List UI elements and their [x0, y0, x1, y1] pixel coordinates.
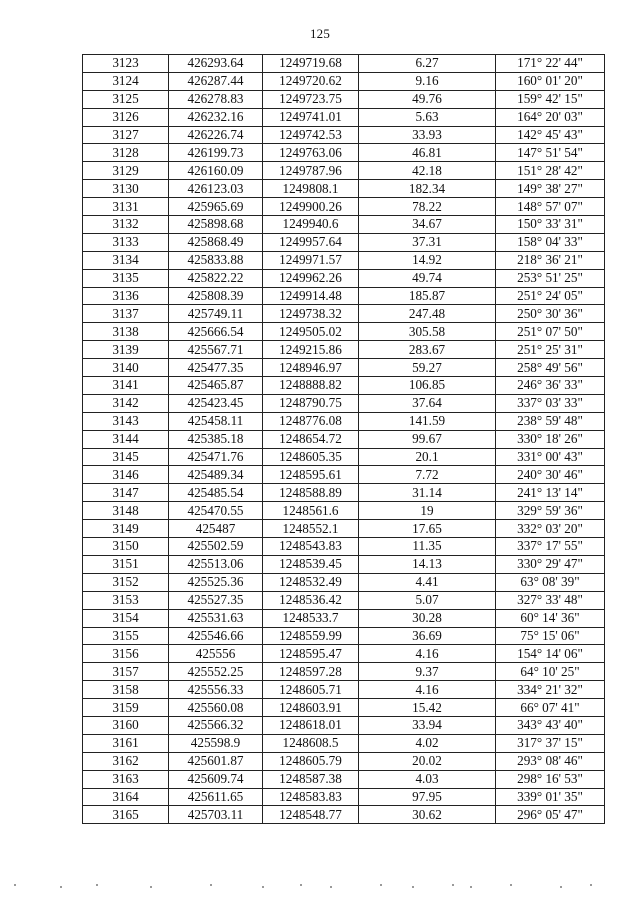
point-number-cell: 3133 [83, 233, 169, 251]
y-coordinate-cell: 1248561.6 [263, 502, 359, 520]
scan-speck [452, 884, 454, 886]
y-coordinate-cell: 1248776.08 [263, 412, 359, 430]
distance-cell: 20.02 [359, 752, 496, 770]
point-number-cell: 3157 [83, 663, 169, 681]
bearing-cell: 317° 37' 15" [496, 734, 605, 752]
bearing-cell: 218° 36' 21" [496, 251, 605, 269]
bearing-cell: 64° 10' 25" [496, 663, 605, 681]
x-coordinate-cell: 425808.39 [169, 287, 263, 305]
scan-noise [0, 884, 640, 892]
y-coordinate-cell: 1249787.96 [263, 162, 359, 180]
y-coordinate-cell: 1248654.72 [263, 430, 359, 448]
bearing-cell: 147° 51' 54" [496, 144, 605, 162]
distance-cell: 17.65 [359, 520, 496, 538]
point-number-cell: 3125 [83, 90, 169, 108]
distance-cell: 4.41 [359, 573, 496, 591]
point-number-cell: 3154 [83, 609, 169, 627]
y-coordinate-cell: 1249940.6 [263, 216, 359, 234]
point-number-cell: 3146 [83, 466, 169, 484]
distance-cell: 9.37 [359, 663, 496, 681]
point-number-cell: 3136 [83, 287, 169, 305]
x-coordinate-cell: 425556 [169, 645, 263, 663]
bearing-cell: 339° 01' 35" [496, 788, 605, 806]
table-row [83, 251, 605, 269]
point-number-cell: 3162 [83, 752, 169, 770]
bearing-cell: 63° 08' 39" [496, 573, 605, 591]
bearing-cell: 154° 14' 06" [496, 645, 605, 663]
distance-cell: 30.28 [359, 609, 496, 627]
bearing-cell: 66° 07' 41" [496, 699, 605, 717]
scan-speck [330, 886, 332, 888]
distance-cell: 15.42 [359, 699, 496, 717]
distance-cell: 4.02 [359, 734, 496, 752]
table-row [83, 448, 605, 466]
scan-speck [380, 884, 382, 886]
y-coordinate-cell: 1248946.97 [263, 359, 359, 377]
y-coordinate-cell: 1249914.48 [263, 287, 359, 305]
bearing-cell: 334° 21' 32" [496, 681, 605, 699]
x-coordinate-cell: 426232.16 [169, 108, 263, 126]
bearing-cell: 251° 24' 05" [496, 287, 605, 305]
x-coordinate-cell: 425566.32 [169, 716, 263, 734]
x-coordinate-cell: 425465.87 [169, 377, 263, 395]
point-number-cell: 3143 [83, 412, 169, 430]
y-coordinate-cell: 1248888.82 [263, 377, 359, 395]
bearing-cell: 329° 59' 36" [496, 502, 605, 520]
y-coordinate-cell: 1248790.75 [263, 394, 359, 412]
distance-cell: 36.69 [359, 627, 496, 645]
x-coordinate-cell: 426199.73 [169, 144, 263, 162]
y-coordinate-cell: 1248605.71 [263, 681, 359, 699]
scan-speck [590, 884, 592, 886]
bearing-cell: 293° 08' 46" [496, 752, 605, 770]
point-number-cell: 3165 [83, 806, 169, 824]
table-row [83, 305, 605, 323]
point-number-cell: 3132 [83, 216, 169, 234]
x-coordinate-cell: 425601.87 [169, 752, 263, 770]
bearing-cell: 148° 57' 07" [496, 198, 605, 216]
distance-cell: 31.14 [359, 484, 496, 502]
x-coordinate-cell: 425471.76 [169, 448, 263, 466]
table-row [83, 716, 605, 734]
y-coordinate-cell: 1248595.47 [263, 645, 359, 663]
table-row [83, 645, 605, 663]
y-coordinate-cell: 1249900.26 [263, 198, 359, 216]
table-row [83, 538, 605, 556]
table-row [83, 520, 605, 538]
x-coordinate-cell: 425502.59 [169, 538, 263, 556]
distance-cell: 4.03 [359, 770, 496, 788]
y-coordinate-cell: 1249957.64 [263, 233, 359, 251]
point-number-cell: 3145 [83, 448, 169, 466]
distance-cell: 7.72 [359, 466, 496, 484]
x-coordinate-cell: 425546.66 [169, 627, 263, 645]
y-coordinate-cell: 1248533.7 [263, 609, 359, 627]
x-coordinate-cell: 425609.74 [169, 770, 263, 788]
table-row [83, 681, 605, 699]
y-coordinate-cell: 1248603.91 [263, 699, 359, 717]
bearing-cell: 330° 29' 47" [496, 555, 605, 573]
y-coordinate-cell: 1248552.1 [263, 520, 359, 538]
table-row [83, 430, 605, 448]
x-coordinate-cell: 425598.9 [169, 734, 263, 752]
point-number-cell: 3147 [83, 484, 169, 502]
bearing-cell: 238° 59' 48" [496, 412, 605, 430]
y-coordinate-cell: 1248548.77 [263, 806, 359, 824]
x-coordinate-cell: 425458.11 [169, 412, 263, 430]
x-coordinate-cell: 425385.18 [169, 430, 263, 448]
coordinates-table [82, 54, 605, 824]
scan-speck [14, 884, 16, 886]
x-coordinate-cell: 425749.11 [169, 305, 263, 323]
bearing-cell: 250° 30' 36" [496, 305, 605, 323]
table-row [83, 359, 605, 377]
table-row [83, 663, 605, 681]
distance-cell: 99.67 [359, 430, 496, 448]
x-coordinate-cell: 425470.55 [169, 502, 263, 520]
x-coordinate-cell: 425965.69 [169, 198, 263, 216]
bearing-cell: 330° 18' 26" [496, 430, 605, 448]
x-coordinate-cell: 425489.34 [169, 466, 263, 484]
y-coordinate-cell: 1248605.79 [263, 752, 359, 770]
x-coordinate-cell: 426287.44 [169, 72, 263, 90]
distance-cell: 49.76 [359, 90, 496, 108]
point-number-cell: 3142 [83, 394, 169, 412]
x-coordinate-cell: 425666.54 [169, 323, 263, 341]
distance-cell: 14.13 [359, 555, 496, 573]
table-row [83, 72, 605, 90]
table-row [83, 341, 605, 359]
table-row [83, 699, 605, 717]
table-row [83, 323, 605, 341]
distance-cell: 5.07 [359, 591, 496, 609]
x-coordinate-cell: 425567.71 [169, 341, 263, 359]
distance-cell: 5.63 [359, 108, 496, 126]
scan-speck [510, 884, 512, 886]
y-coordinate-cell: 1249741.01 [263, 108, 359, 126]
y-coordinate-cell: 1249971.57 [263, 251, 359, 269]
bearing-cell: 337° 03' 33" [496, 394, 605, 412]
point-number-cell: 3151 [83, 555, 169, 573]
distance-cell: 49.74 [359, 269, 496, 287]
point-number-cell: 3159 [83, 699, 169, 717]
x-coordinate-cell: 426160.09 [169, 162, 263, 180]
point-number-cell: 3129 [83, 162, 169, 180]
bearing-cell: 159° 42' 15" [496, 90, 605, 108]
bearing-cell: 296° 05' 47" [496, 806, 605, 824]
y-coordinate-cell: 1248595.61 [263, 466, 359, 484]
distance-cell: 6.27 [359, 55, 496, 73]
x-coordinate-cell: 425527.35 [169, 591, 263, 609]
bearing-cell: 60° 14' 36" [496, 609, 605, 627]
distance-cell: 78.22 [359, 198, 496, 216]
distance-cell: 9.16 [359, 72, 496, 90]
table-row [83, 734, 605, 752]
point-number-cell: 3148 [83, 502, 169, 520]
x-coordinate-cell: 426293.64 [169, 55, 263, 73]
y-coordinate-cell: 1248539.45 [263, 555, 359, 573]
point-number-cell: 3163 [83, 770, 169, 788]
table-row [83, 752, 605, 770]
point-number-cell: 3156 [83, 645, 169, 663]
bearing-cell: 171° 22' 44" [496, 55, 605, 73]
bearing-cell: 149° 38' 27" [496, 180, 605, 198]
scan-speck [412, 886, 414, 888]
scan-speck [60, 886, 62, 888]
x-coordinate-cell: 425552.25 [169, 663, 263, 681]
y-coordinate-cell: 1249505.02 [263, 323, 359, 341]
bearing-cell: 251° 25' 31" [496, 341, 605, 359]
table-row [83, 394, 605, 412]
bearing-cell: 164° 20' 03" [496, 108, 605, 126]
y-coordinate-cell: 1248618.01 [263, 716, 359, 734]
point-number-cell: 3144 [83, 430, 169, 448]
y-coordinate-cell: 1249738.32 [263, 305, 359, 323]
table-row [83, 466, 605, 484]
point-number-cell: 3140 [83, 359, 169, 377]
x-coordinate-cell: 425822.22 [169, 269, 263, 287]
scan-speck [470, 886, 472, 888]
distance-cell: 106.85 [359, 377, 496, 395]
table-row [83, 144, 605, 162]
bearing-cell: 241° 13' 14" [496, 484, 605, 502]
x-coordinate-cell: 425423.45 [169, 394, 263, 412]
point-number-cell: 3123 [83, 55, 169, 73]
y-coordinate-cell: 1249808.1 [263, 180, 359, 198]
y-coordinate-cell: 1249719.68 [263, 55, 359, 73]
point-number-cell: 3164 [83, 788, 169, 806]
distance-cell: 33.94 [359, 716, 496, 734]
scan-speck [300, 884, 302, 886]
bearing-cell: 332° 03' 20" [496, 520, 605, 538]
distance-cell: 283.67 [359, 341, 496, 359]
x-coordinate-cell: 425485.54 [169, 484, 263, 502]
x-coordinate-cell: 425611.65 [169, 788, 263, 806]
table-row [83, 55, 605, 73]
scan-speck [96, 884, 98, 886]
table-row [83, 162, 605, 180]
distance-cell: 247.48 [359, 305, 496, 323]
table-row [83, 591, 605, 609]
bearing-cell: 158° 04' 33" [496, 233, 605, 251]
x-coordinate-cell: 425531.63 [169, 609, 263, 627]
scan-speck [210, 884, 212, 886]
x-coordinate-cell: 425898.68 [169, 216, 263, 234]
point-number-cell: 3137 [83, 305, 169, 323]
distance-cell: 20.1 [359, 448, 496, 466]
x-coordinate-cell: 425525.36 [169, 573, 263, 591]
distance-cell: 30.62 [359, 806, 496, 824]
scan-speck [560, 886, 562, 888]
point-number-cell: 3138 [83, 323, 169, 341]
x-coordinate-cell: 425703.11 [169, 806, 263, 824]
distance-cell: 97.95 [359, 788, 496, 806]
point-number-cell: 3126 [83, 108, 169, 126]
bearing-cell: 151° 28' 42" [496, 162, 605, 180]
y-coordinate-cell: 1248608.5 [263, 734, 359, 752]
point-number-cell: 3128 [83, 144, 169, 162]
bearing-cell: 246° 36' 33" [496, 377, 605, 395]
point-number-cell: 3160 [83, 716, 169, 734]
bearing-cell: 160° 01' 20" [496, 72, 605, 90]
y-coordinate-cell: 1248588.89 [263, 484, 359, 502]
table-row [83, 233, 605, 251]
distance-cell: 37.64 [359, 394, 496, 412]
x-coordinate-cell: 425833.88 [169, 251, 263, 269]
bearing-cell: 142° 45' 43" [496, 126, 605, 144]
point-number-cell: 3153 [83, 591, 169, 609]
point-number-cell: 3135 [83, 269, 169, 287]
distance-cell: 37.31 [359, 233, 496, 251]
table-row [83, 287, 605, 305]
x-coordinate-cell: 425487 [169, 520, 263, 538]
x-coordinate-cell: 425513.06 [169, 555, 263, 573]
distance-cell: 33.93 [359, 126, 496, 144]
x-coordinate-cell: 426226.74 [169, 126, 263, 144]
table-row [83, 90, 605, 108]
distance-cell: 59.27 [359, 359, 496, 377]
point-number-cell: 3139 [83, 341, 169, 359]
y-coordinate-cell: 1248543.83 [263, 538, 359, 556]
point-number-cell: 3130 [83, 180, 169, 198]
point-number-cell: 3152 [83, 573, 169, 591]
point-number-cell: 3150 [83, 538, 169, 556]
bearing-cell: 327° 33' 48" [496, 591, 605, 609]
distance-cell: 4.16 [359, 681, 496, 699]
x-coordinate-cell: 425560.08 [169, 699, 263, 717]
table-row [83, 627, 605, 645]
bearing-cell: 337° 17' 55" [496, 538, 605, 556]
y-coordinate-cell: 1248587.38 [263, 770, 359, 788]
table-row [83, 770, 605, 788]
table-row [83, 269, 605, 287]
distance-cell: 141.59 [359, 412, 496, 430]
bearing-cell: 251° 07' 50" [496, 323, 605, 341]
y-coordinate-cell: 1249962.26 [263, 269, 359, 287]
table-row [83, 377, 605, 395]
scan-speck [150, 886, 152, 888]
point-number-cell: 3161 [83, 734, 169, 752]
x-coordinate-cell: 426278.83 [169, 90, 263, 108]
point-number-cell: 3141 [83, 377, 169, 395]
y-coordinate-cell: 1248532.49 [263, 573, 359, 591]
bearing-cell: 253° 51' 25" [496, 269, 605, 287]
y-coordinate-cell: 1248583.83 [263, 788, 359, 806]
table-row [83, 180, 605, 198]
distance-cell: 4.16 [359, 645, 496, 663]
table-row [83, 412, 605, 430]
bearing-cell: 240° 30' 46" [496, 466, 605, 484]
y-coordinate-cell: 1248597.28 [263, 663, 359, 681]
point-number-cell: 3158 [83, 681, 169, 699]
scan-speck [262, 886, 264, 888]
page-number: 125 [309, 26, 331, 41]
table-row [83, 806, 605, 824]
point-number-cell: 3131 [83, 198, 169, 216]
table-row [83, 126, 605, 144]
x-coordinate-cell: 425868.49 [169, 233, 263, 251]
bearing-cell: 258° 49' 56" [496, 359, 605, 377]
x-coordinate-cell: 426123.03 [169, 180, 263, 198]
distance-cell: 185.87 [359, 287, 496, 305]
x-coordinate-cell: 425556.33 [169, 681, 263, 699]
distance-cell: 182.34 [359, 180, 496, 198]
distance-cell: 46.81 [359, 144, 496, 162]
bearing-cell: 298° 16' 53" [496, 770, 605, 788]
table-row [83, 484, 605, 502]
table-row [83, 788, 605, 806]
distance-cell: 14.92 [359, 251, 496, 269]
y-coordinate-cell: 1248559.99 [263, 627, 359, 645]
point-number-cell: 3124 [83, 72, 169, 90]
point-number-cell: 3149 [83, 520, 169, 538]
y-coordinate-cell: 1248536.42 [263, 591, 359, 609]
bearing-cell: 75° 15' 06" [496, 627, 605, 645]
table-row [83, 502, 605, 520]
bearing-cell: 150° 33' 31" [496, 216, 605, 234]
point-number-cell: 3134 [83, 251, 169, 269]
table-row [83, 609, 605, 627]
y-coordinate-cell: 1249742.53 [263, 126, 359, 144]
point-number-cell: 3155 [83, 627, 169, 645]
y-coordinate-cell: 1248605.35 [263, 448, 359, 466]
distance-cell: 42.18 [359, 162, 496, 180]
bearing-cell: 331° 00' 43" [496, 448, 605, 466]
bearing-cell: 343° 43' 40" [496, 716, 605, 734]
distance-cell: 305.58 [359, 323, 496, 341]
y-coordinate-cell: 1249763.06 [263, 144, 359, 162]
coordinates-table-body [83, 55, 605, 824]
table-row [83, 198, 605, 216]
y-coordinate-cell: 1249723.75 [263, 90, 359, 108]
table-row [83, 555, 605, 573]
table-row [83, 573, 605, 591]
y-coordinate-cell: 1249720.62 [263, 72, 359, 90]
distance-cell: 19 [359, 502, 496, 520]
table-row [83, 216, 605, 234]
distance-cell: 11.35 [359, 538, 496, 556]
table-row [83, 108, 605, 126]
x-coordinate-cell: 425477.35 [169, 359, 263, 377]
point-number-cell: 3127 [83, 126, 169, 144]
distance-cell: 34.67 [359, 216, 496, 234]
y-coordinate-cell: 1249215.86 [263, 341, 359, 359]
